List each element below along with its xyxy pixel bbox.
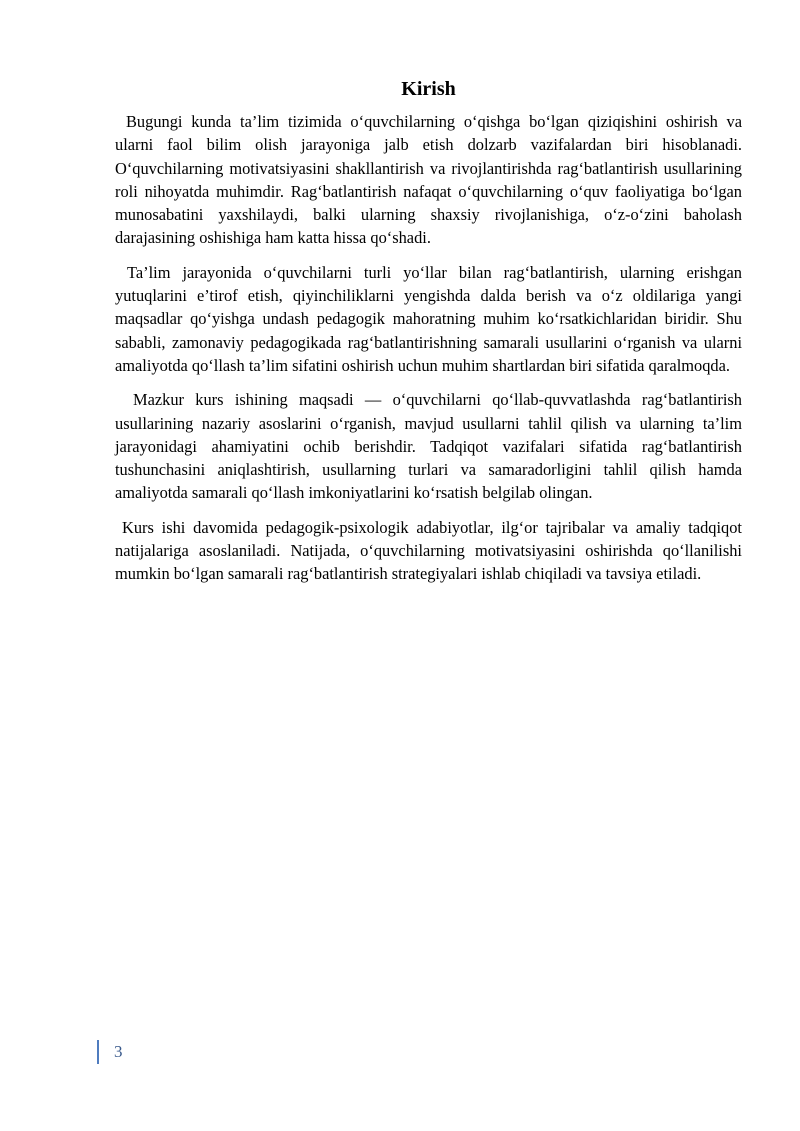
section-title: Kirish <box>401 78 456 100</box>
page-footer <box>97 1040 123 1064</box>
page-number: 3 <box>114 1042 123 1061</box>
paragraph-4: Kurs ishi davomida pedagogik-psixologik adabiyotlar, ilg‘or tajribalar va amaliy tadqiqot natijalariga asoslaniladi. Natijada, o‘quvchilarning motivatsiyasini oshirishda qo‘llanilishi mumkin bo‘lgan samarali rag‘batlantirish strategiyalari ishlab chiqiladi va tavsiya etiladi. <box>115 517 742 584</box>
document-body <box>115 76 742 597</box>
paragraph-2: Ta’lim jarayonida o‘quvchilarni turli yo‘llar bilan rag‘batlantirish, ularning erishgan yutuqlarini e’tirof etish, qiyinchiliklarni yengishda dalda berish va o‘z oldilariga yangi maqsadlar qo‘yishga undash pedagogik mahoratning muhim ko‘rsatkichlaridan biridir. Shu sababli, zamonaviy pedagogikada rag‘batlantirishning samarali usullarini o‘rganish va ularni amaliyotda qo‘llash ta’lim sifatini oshirish uchun muhim shartlardan biri sifatida qaralmoqda. <box>115 262 742 375</box>
paragraph-1: Bugungi kunda ta’lim tizimida o‘quvchilarning o‘qishga bo‘lgan qiziqishini oshirish va ularni faol bilim olish jarayoniga jalb etish dolzarb vazifalardan biri hisoblanadi. O‘quvchilarning motivatsiyasini shakllantirish va rivojlantirishda rag‘batlantirish usullarining roli nihoyatda muhimdir. Rag‘batlantirish nafaqat o‘quvchilarning o‘quv faoliyatiga bo‘lgan munosabatini yaxshilaydi, balki ularning shaxsiy rivojlanishiga, o‘z-o‘zini baholash darajasining oshishiga ham katta hissa qo‘shadi. <box>115 112 742 248</box>
footer-divider <box>97 1040 99 1064</box>
paragraph-3: Mazkur kurs ishining maqsadi — o‘quvchilarni qo‘llab-quvvatlashda rag‘batlantirish usullarining nazariy asoslarini o‘rganish, mavjud usullarni tahlil qilish va ularning ta’lim jarayonidagi ahamiyatini ochib berishdir. Tadqiqot vazifalari sifatida rag‘batlantirish tushunchasini aniqlashtirish, usullarning turlari va samaradorligini tahlil qilish hamda amaliyotda samarali qo‘llash imkoniyatlarini ko‘rsatish belgilab olingan. <box>115 390 742 503</box>
